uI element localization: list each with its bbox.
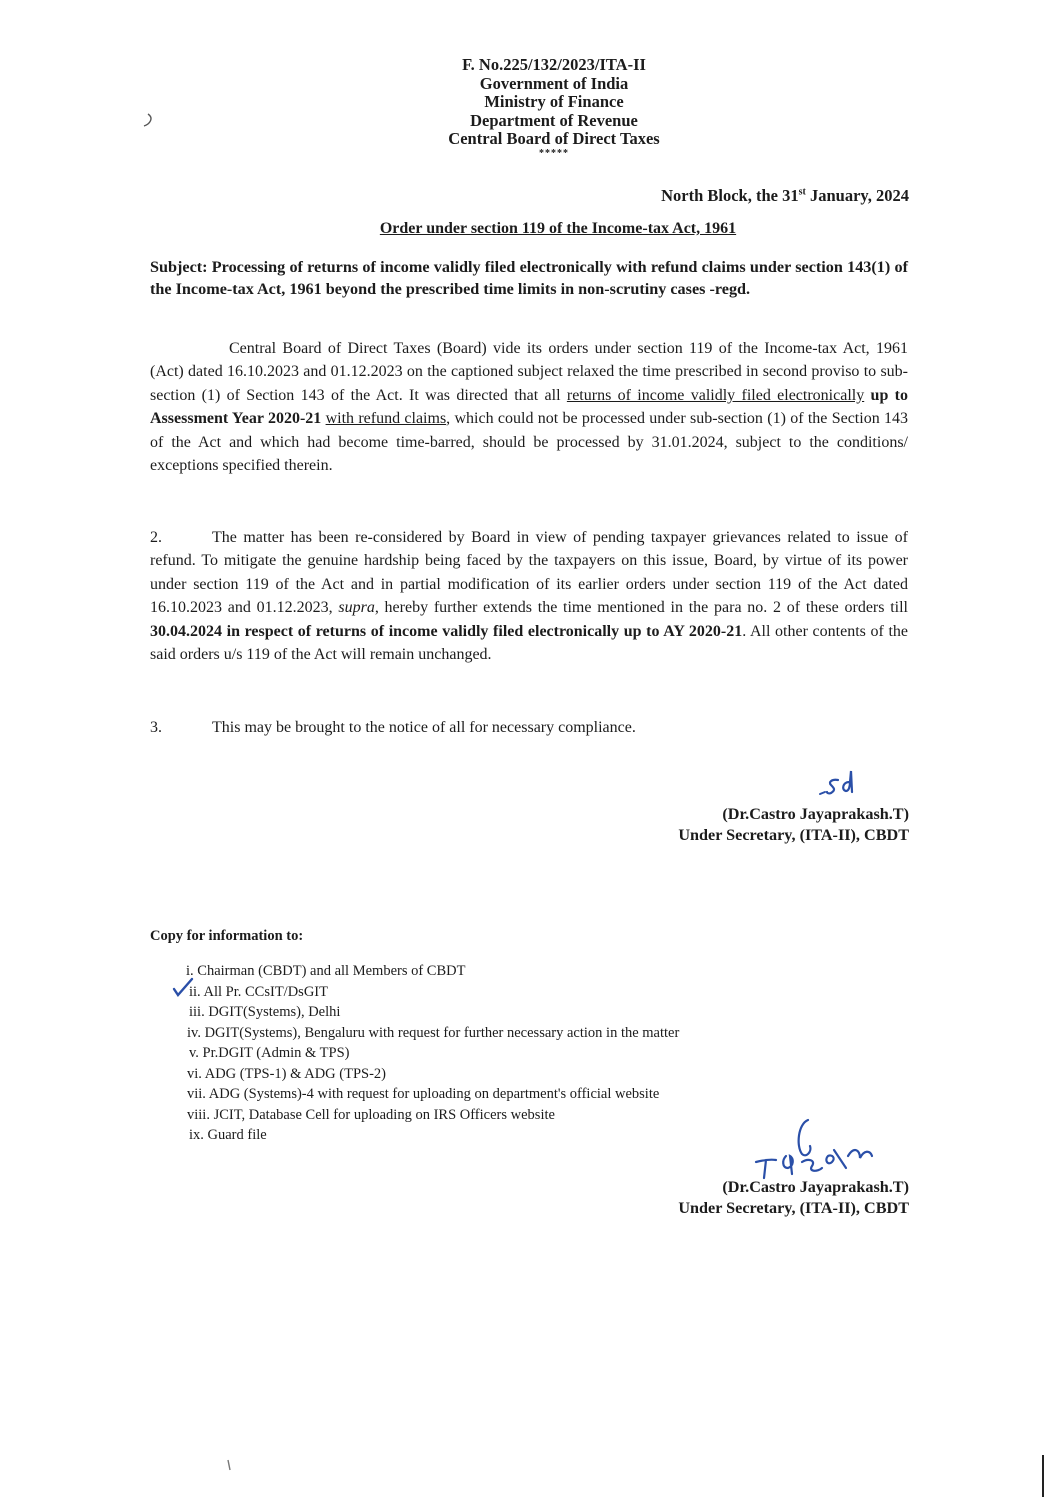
para2-bold: 30.04.2024 in respect of returns of income validly filed electronically up to AY 2020-21 — [150, 622, 743, 640]
copy-item-6: vi. ADG (TPS-1) & ADG (TPS-2) — [187, 1065, 386, 1082]
copy-item-7: vii. ADG (Systems)-4 with request for uploading on department's official website — [187, 1086, 660, 1102]
copy-item-1: i. Chairman (CBDT) and all Members of CBDT — [186, 963, 466, 979]
signatory-name-1: (Dr.Castro Jayaprakash.T) — [722, 805, 909, 823]
signatory-name-2: (Dr.Castro Jayaprakash.T) — [722, 1178, 909, 1196]
para2-italic: supra — [338, 599, 375, 617]
para2-text-b: , hereby further extends the time mentioned in the para no. 2 of these orders till — [374, 599, 909, 617]
scan-speck-1 — [144, 114, 151, 126]
para1-bold: up to Assessment Year 2020-21 — [150, 386, 909, 428]
copy-item-4: iv. DGIT(Systems), Bengaluru with request for further necessary action in the matter — [187, 1024, 680, 1041]
header-department: Department of Revenue — [470, 110, 638, 130]
para2-text-a: The matter has been re-considered by Board in view of pending taxpayer grievances related to issue of refund. To mitigate the genuine hardship being faced by the taxpayers on this issue, Board, by virtue of its power under section 119 of the Act and in partial modification of its earlier orders under section 119 of the Act dated 16.10.2023 and 01.12.2023, — [150, 529, 908, 617]
header-government: Government of India — [479, 73, 629, 93]
para1-underline-b: with refund claims — [325, 410, 447, 428]
header-ministry: Ministry of Finance — [484, 92, 624, 111]
copy-heading: Copy for information to: — [150, 928, 304, 944]
scan-speck-2 — [228, 1460, 230, 1470]
signatory-title-2: Under Secretary, (ITA-II), CBDT — [678, 1199, 909, 1217]
copy-item-2: ii. All Pr. CCsIT/DsGIT — [189, 983, 328, 1000]
copy-item-5: v. Pr.DGIT (Admin & TPS) — [189, 1045, 350, 1061]
dateline-sup: st — [798, 186, 806, 198]
header-board: Central Board of Direct Taxes — [448, 129, 660, 148]
subject: Subject: Processing of returns of income validly filed electronically with refund claims under section 143(1) of the Income-tax Act, 1961 beyond the prescribed time limits in non-scrutiny cases -regd. — [150, 258, 908, 298]
file-number: F. No.225/132/2023/ITA-II — [462, 55, 646, 74]
dateline-prefix: North Block, the 31 — [661, 186, 799, 205]
copy-item-9: ix. Guard file — [189, 1127, 267, 1143]
dateline-rest: January, 2024 — [805, 186, 909, 205]
para3-text: This may be brought to the notice of all for necessary compliance. — [212, 719, 636, 736]
para2-number: 2. — [150, 529, 162, 546]
para1-text-a: Central Board of Direct Taxes (Board) vide its orders under section 119 of the Income-tax Act, 1961 (Act) dated 16.10.2023 and 01.12.2023 on the captioned subject relaxed the time prescribed in second proviso to sub-section (1) of Section 143 of the Act. It was directed that all — [150, 340, 908, 404]
para2-text-c: . All other contents of the said orders u/s 119 of the Act will remain unchanged. — [150, 622, 908, 664]
para1-underline-a: returns of income validly filed electronically — [566, 386, 865, 404]
header-stars: ***** — [539, 147, 569, 159]
copy-item-3: iii. DGIT(Systems), Delhi — [189, 1004, 341, 1020]
copy-item-8: viii. JCIT, Database Cell for uploading on IRS Officers website — [187, 1106, 555, 1123]
order-title-text: Order under section 119 of the Income-tax Act, 1961 — [379, 220, 737, 237]
signatory-title-1: Under Secretary, (ITA-II), CBDT — [678, 826, 909, 844]
para3-number: 3. — [150, 719, 162, 736]
para1-text-b: , which could not be processed under sub-section (1) of the Section 143 of the Act and which had become time-barred, should be processed by 31.01.2024, subject to the conditions/ exceptions specified therein. — [150, 410, 908, 475]
